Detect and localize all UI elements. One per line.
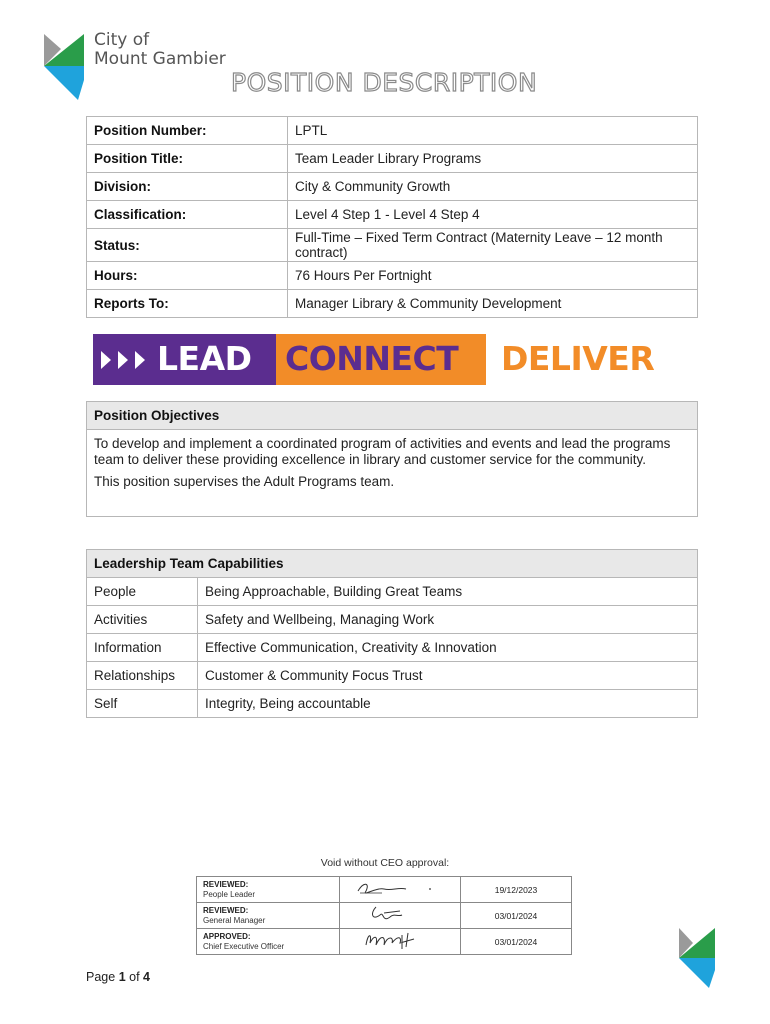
table-row: [87, 578, 698, 606]
triple-arrow-icon: [101, 351, 153, 369]
table-row: [197, 903, 572, 929]
table-row: [87, 117, 698, 145]
position-number-value: LPTL: [288, 117, 698, 145]
table-row: [87, 690, 698, 718]
classification-value: Level 4 Step 1 - Level 4 Step 4: [288, 201, 698, 229]
reports-to-label: Reports To:: [87, 290, 288, 318]
page-number: [86, 970, 150, 984]
capability-label: Activities: [87, 606, 198, 634]
corner-logo-icon: [679, 928, 715, 988]
banner-connect-text: CONNECT: [285, 339, 459, 378]
capabilities-heading: Leadership Team Capabilities: [87, 550, 698, 578]
page-word: Page: [86, 970, 116, 984]
classification-label: Classification:: [87, 201, 288, 229]
position-title-label: Position Title:: [87, 145, 288, 173]
signature-icon: [340, 929, 460, 952]
status-value: Full-Time – Fixed Term Contract (Maternity Leave – 12 month contract): [288, 229, 698, 262]
page-total: 4: [143, 970, 150, 984]
approval-who: [197, 929, 340, 955]
division-label: Division:: [87, 173, 288, 201]
approval-role: People Leader: [203, 889, 256, 899]
approval-status: REVIEWED:: [203, 905, 249, 915]
approval-status: REVIEWED:: [203, 879, 249, 889]
approval-who: [197, 877, 340, 903]
page-current: 1: [118, 970, 126, 984]
approval-table: [196, 876, 572, 955]
capability-value: Safety and Wellbeing, Managing Work: [198, 606, 698, 634]
position-objectives-heading: Position Objectives: [87, 402, 697, 430]
table-row: [87, 173, 698, 201]
page-of: of: [129, 970, 140, 984]
signature-cell: [340, 903, 461, 929]
approval-who: [197, 903, 340, 929]
status-label: Status:: [87, 229, 288, 262]
hours-label: Hours:: [87, 262, 288, 290]
capability-label: Self: [87, 690, 198, 718]
position-title-value: Team Leader Library Programs: [288, 145, 698, 173]
document-title: POSITION DESCRIPTION: [231, 68, 538, 97]
approval-date: 19/12/2023: [461, 877, 572, 903]
objectives-paragraph: To develop and implement a coordinated program of activities and events and lead the programs team to deliver these providing excellence in library and customer service for the community.: [94, 436, 671, 467]
position-number-label: Position Number:: [87, 117, 288, 145]
capability-label: Information: [87, 634, 198, 662]
signature-icon: [340, 877, 460, 900]
capability-value: Integrity, Being accountable: [198, 690, 698, 718]
banner-deliver-text: DELIVER: [501, 339, 655, 378]
capability-value: Customer & Community Focus Trust: [198, 662, 698, 690]
table-row: [197, 929, 572, 955]
capability-label: Relationships: [87, 662, 198, 690]
org-name: [94, 31, 226, 69]
table-row: [87, 634, 698, 662]
position-details-table: [86, 116, 698, 318]
capability-value: Being Approachable, Building Great Teams: [198, 578, 698, 606]
approval-status: APPROVED:: [203, 931, 251, 941]
table-row: [87, 145, 698, 173]
position-objectives-body: [87, 430, 697, 490]
table-row: [87, 201, 698, 229]
table-row: [87, 662, 698, 690]
org-name-line2: Mount Gambier: [94, 49, 226, 69]
table-header-row: [87, 550, 698, 578]
signature-cell: [340, 929, 461, 955]
reports-to-value: Manager Library & Community Development: [288, 290, 698, 318]
org-name-line1: City of: [94, 30, 150, 50]
position-objectives-section: [86, 401, 698, 517]
signature-icon: [340, 903, 460, 926]
signature-cell: [340, 877, 461, 903]
table-row: [87, 262, 698, 290]
capability-value: Effective Communication, Creativity & Innovation: [198, 634, 698, 662]
table-row: [87, 229, 698, 262]
void-notice: Void without CEO approval:: [320, 857, 450, 869]
approval-role: General Manager: [203, 915, 266, 925]
capability-label: People: [87, 578, 198, 606]
table-row: [87, 290, 698, 318]
city-of-mount-gambier-logo-icon: [44, 32, 86, 100]
objectives-paragraph: This position supervises the Adult Programs team.: [94, 474, 395, 489]
division-value: City & Community Growth: [288, 173, 698, 201]
leadership-capabilities-table: [86, 549, 698, 718]
approval-role: Chief Executive Officer: [203, 941, 285, 951]
lead-connect-deliver-banner: [93, 334, 673, 385]
table-row: [87, 606, 698, 634]
table-row: [197, 877, 572, 903]
approval-date: 03/01/2024: [461, 903, 572, 929]
approval-date: 03/01/2024: [461, 929, 572, 955]
banner-lead-text: LEAD: [157, 339, 252, 378]
hours-value: 76 Hours Per Fortnight: [288, 262, 698, 290]
